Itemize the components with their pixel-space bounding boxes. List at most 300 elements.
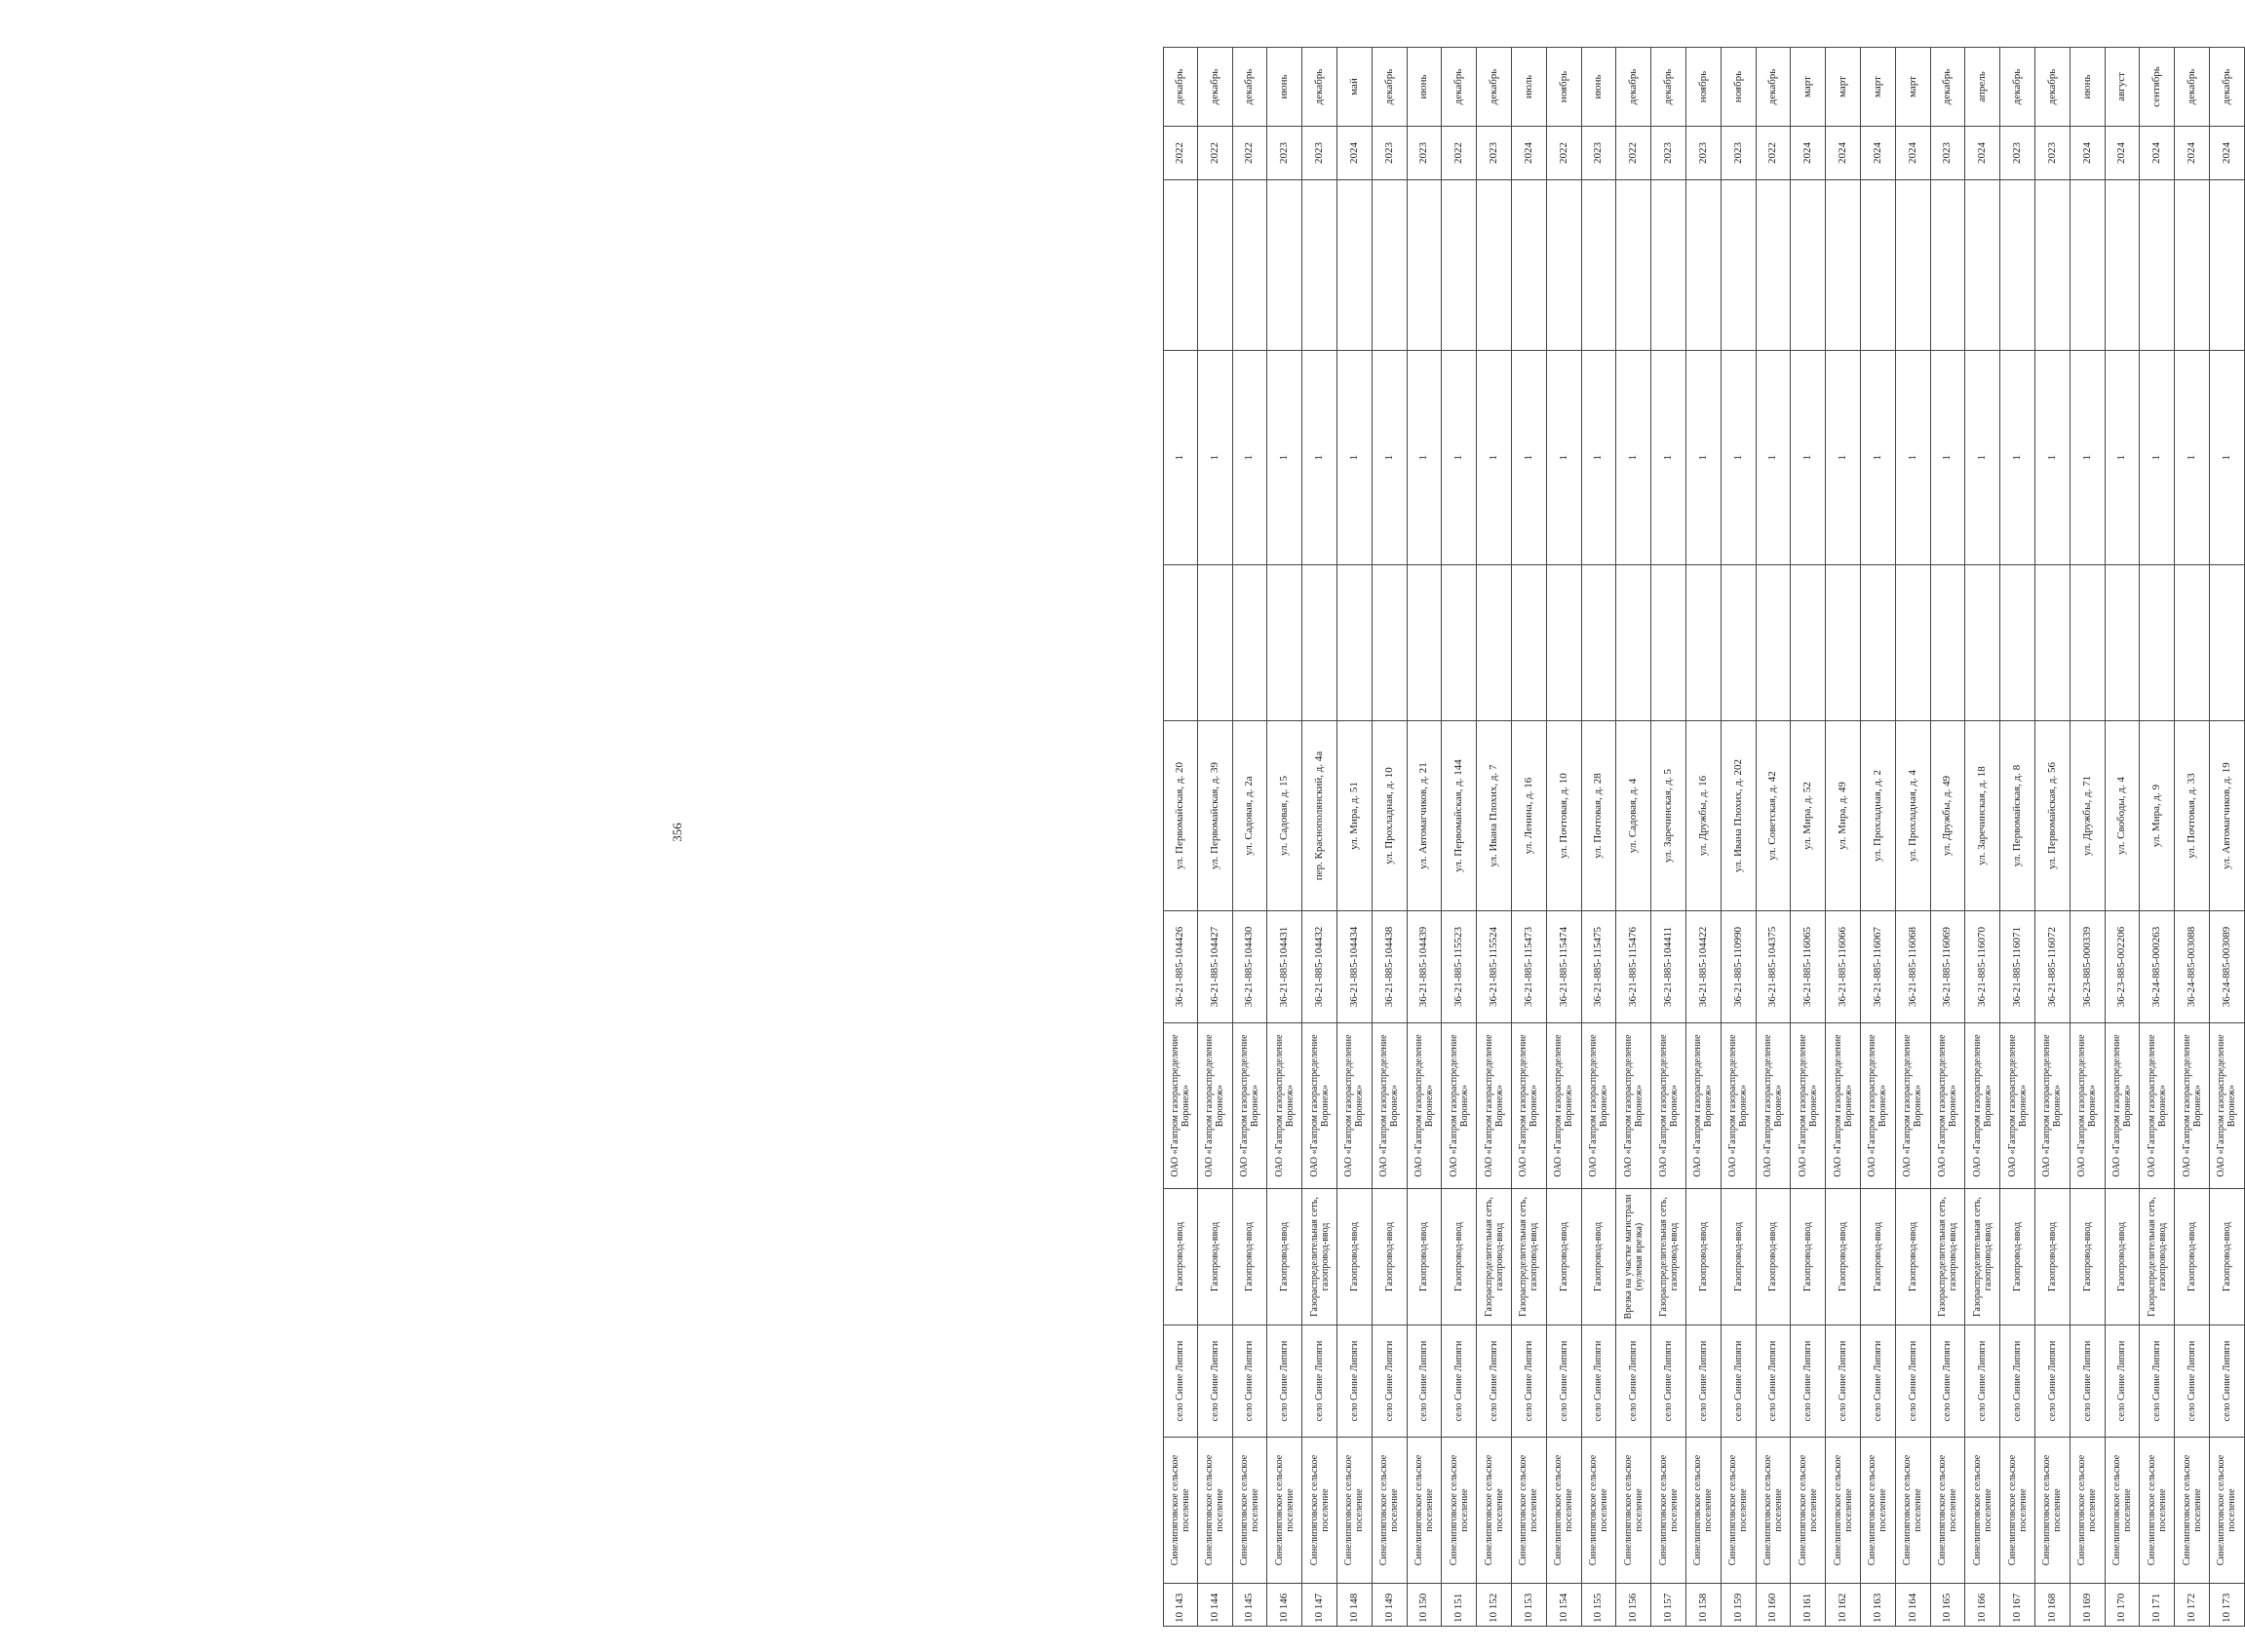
cell-year: 2024 <box>2175 126 2210 179</box>
cell-empty1 <box>1651 564 1686 720</box>
cell-locality: село Синие Липяги <box>1512 1325 1547 1437</box>
cell-empty2 <box>1722 179 1757 350</box>
cell-year: 2024 <box>1512 126 1547 179</box>
cell-locality: село Синие Липяги <box>1791 1325 1826 1437</box>
cell-locality: село Синие Липяги <box>1965 1325 2000 1437</box>
cell-cadastral: 36-21-885-116065 <box>1791 910 1826 1022</box>
cell-num: 10 153 <box>1512 1583 1547 1627</box>
cell-empty2 <box>1267 179 1302 350</box>
cell-settlement: Синелипяговское сельское поселение <box>1442 1437 1477 1583</box>
cell-locality: село Синие Липяги <box>2140 1325 2175 1437</box>
cell-empty1 <box>1337 564 1373 720</box>
cell-qty: 1 <box>1965 350 2000 564</box>
cell-empty1 <box>1582 564 1617 720</box>
table-row <box>2106 47 2141 1627</box>
cell-qty: 1 <box>1408 350 1443 564</box>
cell-cadastral: 36-21-885-116067 <box>1861 910 1896 1022</box>
cell-year: 2023 <box>1686 126 1722 179</box>
cell-object: Газопровод-ввод <box>1547 1188 1582 1325</box>
cell-year: 2024 <box>1791 126 1826 179</box>
cell-num: 10 165 <box>1931 1583 1966 1627</box>
cell-cadastral: 36-21-885-104422 <box>1686 910 1722 1022</box>
cell-empty1 <box>1896 564 1931 720</box>
cell-locality: село Синие Липяги <box>1757 1325 1792 1437</box>
cell-address: ул. Первомайская, д. 144 <box>1442 720 1477 910</box>
cell-month: декабрь <box>1442 47 1477 126</box>
table-row <box>1408 47 1443 1627</box>
cell-year: 2022 <box>1198 126 1233 179</box>
table-row <box>1965 47 2000 1627</box>
cell-owner: ОАО «Газпром газораспределение Воронеж» <box>1582 1022 1617 1188</box>
cell-address: ул. Почтовая, д. 10 <box>1547 720 1582 910</box>
cell-qty: 1 <box>2035 350 2071 564</box>
cell-month: декабрь <box>1931 47 1966 126</box>
cell-owner: ОАО «Газпром газораспределение Воронеж» <box>2035 1022 2071 1188</box>
cell-address: ул. Мира, д. 49 <box>1826 720 1861 910</box>
cell-owner: ОАО «Газпром газораспределение Воронеж» <box>1373 1022 1408 1188</box>
cell-num: 10 167 <box>2000 1583 2035 1627</box>
cell-address: ул. Мира, д. 9 <box>2140 720 2175 910</box>
cell-num: 10 144 <box>1198 1583 1233 1627</box>
cell-cadastral: 36-21-885-104411 <box>1651 910 1686 1022</box>
table-row <box>1233 47 1268 1627</box>
cell-locality: село Синие Липяги <box>1651 1325 1686 1437</box>
cell-cadastral: 36-21-885-116072 <box>2035 910 2071 1022</box>
cell-cadastral: 36-24-885-003088 <box>2175 910 2210 1022</box>
cell-address: ул. Ивана Плохих, д. 7 <box>1477 720 1512 910</box>
cell-empty2 <box>2071 179 2106 350</box>
cell-address: пер. Краснополянский, д. 4а <box>1302 720 1337 910</box>
cell-cadastral: 36-21-885-104439 <box>1408 910 1443 1022</box>
cell-owner: ОАО «Газпром газораспределение Воронеж» <box>1896 1022 1931 1188</box>
cell-owner: ОАО «Газпром газораспределение Воронеж» <box>1651 1022 1686 1188</box>
cell-empty1 <box>1373 564 1408 720</box>
cell-month: июнь <box>1582 47 1617 126</box>
cell-month: март <box>1861 47 1896 126</box>
table-row <box>1582 47 1617 1627</box>
cell-empty1 <box>1686 564 1722 720</box>
cell-month: декабрь <box>1651 47 1686 126</box>
cell-address: ул. Советская, д. 42 <box>1757 720 1792 910</box>
cell-empty2 <box>2140 179 2175 350</box>
cell-qty: 1 <box>1896 350 1931 564</box>
cell-empty2 <box>1826 179 1861 350</box>
cell-qty: 1 <box>1267 350 1302 564</box>
cell-qty: 1 <box>1198 350 1233 564</box>
cell-locality: село Синие Липяги <box>1233 1325 1268 1437</box>
cell-cadastral: 36-21-885-116071 <box>2000 910 2035 1022</box>
cell-owner: ОАО «Газпром газораспределение Воронеж» <box>2140 1022 2175 1188</box>
cell-empty2 <box>1163 179 1198 350</box>
cell-num: 10 166 <box>1965 1583 2000 1627</box>
cell-owner: ОАО «Газпром газораспределение Воронеж» <box>2210 1022 2245 1188</box>
table-row <box>2035 47 2071 1627</box>
cell-month: декабрь <box>1302 47 1337 126</box>
cell-empty2 <box>1616 179 1651 350</box>
table-row <box>1861 47 1896 1627</box>
cell-empty2 <box>1686 179 1722 350</box>
cell-qty: 1 <box>1931 350 1966 564</box>
cell-num: 10 155 <box>1582 1583 1617 1627</box>
cell-object: Газопровод-ввод <box>2035 1188 2071 1325</box>
cell-empty2 <box>1931 179 1966 350</box>
cell-owner: ОАО «Газпром газораспределение Воронеж» <box>2175 1022 2210 1188</box>
cell-qty: 1 <box>2210 350 2245 564</box>
cell-empty2 <box>2106 179 2141 350</box>
cell-year: 2022 <box>1547 126 1582 179</box>
cell-qty: 1 <box>2000 350 2035 564</box>
cell-cadastral: 36-21-885-116069 <box>1931 910 1966 1022</box>
cell-num: 10 148 <box>1337 1583 1373 1627</box>
cell-num: 10 171 <box>2140 1583 2175 1627</box>
cell-month: ноябрь <box>1722 47 1757 126</box>
cell-empty2 <box>1512 179 1547 350</box>
cell-settlement: Синелипяговское сельское поселение <box>1651 1437 1686 1583</box>
table-row <box>1163 47 1198 1627</box>
cell-address: ул. Почтовая, д. 33 <box>2175 720 2210 910</box>
cell-locality: село Синие Липяги <box>1477 1325 1512 1437</box>
cell-empty2 <box>1302 179 1337 350</box>
table-row <box>1512 47 1547 1627</box>
cell-num: 10 160 <box>1757 1583 1792 1627</box>
table-row <box>1337 47 1373 1627</box>
cell-cadastral: 36-21-885-115524 <box>1477 910 1512 1022</box>
cell-object: Газопровод-ввод <box>1442 1188 1477 1325</box>
cell-locality: село Синие Липяги <box>1861 1325 1896 1437</box>
cell-cadastral: 36-21-885-104430 <box>1233 910 1268 1022</box>
cell-empty2 <box>1373 179 1408 350</box>
cell-empty1 <box>2071 564 2106 720</box>
cell-owner: ОАО «Газпром газораспределение Воронеж» <box>1267 1022 1302 1188</box>
cell-object: Газопровод-ввод <box>1582 1188 1617 1325</box>
cell-month: ноябрь <box>1547 47 1582 126</box>
cell-year: 2024 <box>1826 126 1861 179</box>
table-row <box>1826 47 1861 1627</box>
cell-month: ноябрь <box>1686 47 1722 126</box>
cell-owner: ОАО «Газпром газораспределение Воронеж» <box>1826 1022 1861 1188</box>
cell-year: 2024 <box>1896 126 1931 179</box>
cell-address: ул. Свободы, д. 4 <box>2106 720 2141 910</box>
cell-num: 10 158 <box>1686 1583 1722 1627</box>
cell-address: ул. Автомагчиков, д. 19 <box>2210 720 2245 910</box>
table-row <box>1931 47 1966 1627</box>
cell-num: 10 159 <box>1722 1583 1757 1627</box>
cell-empty2 <box>1408 179 1443 350</box>
cell-object: Газопровод-ввод <box>1722 1188 1757 1325</box>
table-row <box>1198 47 1233 1627</box>
cell-cadastral: 36-23-885-002206 <box>2106 910 2141 1022</box>
table-row <box>1373 47 1408 1627</box>
cell-qty: 1 <box>2071 350 2106 564</box>
cell-settlement: Синелипяговское сельское поселение <box>1582 1437 1617 1583</box>
cell-cadastral: 36-21-885-115474 <box>1547 910 1582 1022</box>
cell-year: 2024 <box>2106 126 2141 179</box>
cell-empty2 <box>2000 179 2035 350</box>
cell-object: Врезка на участке магистрали (нулевая врезка) <box>1616 1188 1651 1325</box>
cell-month: декабрь <box>2000 47 2035 126</box>
cell-object: Газопровод-ввод <box>1373 1188 1408 1325</box>
cell-settlement: Синелипяговское сельское поселение <box>2140 1437 2175 1583</box>
cell-locality: село Синие Липяги <box>1931 1325 1966 1437</box>
cell-year: 2023 <box>1722 126 1757 179</box>
cell-num: 10 146 <box>1267 1583 1302 1627</box>
cell-address: ул. Заречинская, д. 5 <box>1651 720 1686 910</box>
cell-year: 2024 <box>2210 126 2245 179</box>
cell-cadastral: 36-21-885-116070 <box>1965 910 2000 1022</box>
cell-empty1 <box>1512 564 1547 720</box>
table-row <box>1651 47 1686 1627</box>
cell-num: 10 169 <box>2071 1583 2106 1627</box>
cell-empty1 <box>2140 564 2175 720</box>
cell-qty: 1 <box>1686 350 1722 564</box>
cell-locality: село Синие Липяги <box>2035 1325 2071 1437</box>
cell-locality: село Синие Липяги <box>2175 1325 2210 1437</box>
cell-object: Газопровод-ввод <box>1826 1188 1861 1325</box>
table-row <box>1757 47 1792 1627</box>
table-row <box>2000 47 2035 1627</box>
table-row <box>1267 47 1302 1627</box>
cell-qty: 1 <box>1233 350 1268 564</box>
cell-address: ул. Дружбы, д. 16 <box>1686 720 1722 910</box>
cell-empty1 <box>1267 564 1302 720</box>
cell-empty1 <box>2000 564 2035 720</box>
cell-empty2 <box>1442 179 1477 350</box>
cell-owner: ОАО «Газпром газораспределение Воронеж» <box>1547 1022 1582 1188</box>
cell-locality: село Синие Липяги <box>2210 1325 2245 1437</box>
cell-owner: ОАО «Газпром газораспределение Воронеж» <box>1477 1022 1512 1188</box>
cell-empty1 <box>1931 564 1966 720</box>
cell-empty1 <box>1965 564 2000 720</box>
cell-month: декабрь <box>2035 47 2071 126</box>
cell-num: 10 161 <box>1791 1583 1826 1627</box>
cell-empty1 <box>1722 564 1757 720</box>
cell-locality: село Синие Липяги <box>1408 1325 1443 1437</box>
cell-year: 2024 <box>1965 126 2000 179</box>
cell-settlement: Синелипяговское сельское поселение <box>1861 1437 1896 1583</box>
cell-owner: ОАО «Газпром газораспределение Воронеж» <box>1198 1022 1233 1188</box>
cell-empty2 <box>1965 179 2000 350</box>
cell-empty1 <box>1826 564 1861 720</box>
cell-owner: ОАО «Газпром газораспределение Воронеж» <box>1686 1022 1722 1188</box>
cell-empty1 <box>1757 564 1792 720</box>
cell-address: ул. Мира, д. 51 <box>1337 720 1373 910</box>
cell-settlement: Синелипяговское сельское поселение <box>2210 1437 2245 1583</box>
cell-owner: ОАО «Газпром газораспределение Воронеж» <box>1965 1022 2000 1188</box>
cell-object: Газопровод-ввод <box>1686 1188 1722 1325</box>
cell-address: ул. Прохладная, д. 4 <box>1896 720 1931 910</box>
cell-month: июнь <box>2071 47 2106 126</box>
cell-locality: село Синие Липяги <box>1337 1325 1373 1437</box>
cell-object: Газораспределительная сеть, газопровод-ввод <box>1651 1188 1686 1325</box>
cell-month: декабрь <box>2175 47 2210 126</box>
cell-empty1 <box>1442 564 1477 720</box>
cell-month: декабрь <box>1616 47 1651 126</box>
cell-locality: село Синие Липяги <box>2071 1325 2106 1437</box>
cell-owner: ОАО «Газпром газораспределение Воронеж» <box>1616 1022 1651 1188</box>
cell-settlement: Синелипяговское сельское поселение <box>1965 1437 2000 1583</box>
cell-owner: ОАО «Газпром газораспределение Воронеж» <box>2071 1022 2106 1188</box>
cell-owner: ОАО «Газпром газораспределение Воронеж» <box>1337 1022 1373 1188</box>
cell-owner: ОАО «Газпром газораспределение Воронеж» <box>1408 1022 1443 1188</box>
cell-num: 10 143 <box>1163 1583 1198 1627</box>
cell-num: 10 147 <box>1302 1583 1337 1627</box>
cell-empty2 <box>1582 179 1617 350</box>
table-row <box>1477 47 1512 1627</box>
cell-object: Газопровод-ввод <box>1791 1188 1826 1325</box>
cell-owner: ОАО «Газпром газораспределение Воронеж» <box>1861 1022 1896 1188</box>
cell-locality: село Синие Липяги <box>1722 1325 1757 1437</box>
cell-empty1 <box>1233 564 1268 720</box>
cell-year: 2023 <box>2000 126 2035 179</box>
cell-object: Газораспределительная сеть, газопровод-ввод <box>1302 1188 1337 1325</box>
cell-empty1 <box>1163 564 1198 720</box>
cell-address: ул. Автомагчиков, д. 21 <box>1408 720 1443 910</box>
cell-locality: село Синие Липяги <box>1198 1325 1233 1437</box>
cell-object: Газопровод-ввод <box>1408 1188 1443 1325</box>
cell-cadastral: 36-21-885-104431 <box>1267 910 1302 1022</box>
cell-qty: 1 <box>1163 350 1198 564</box>
cell-month: март <box>1791 47 1826 126</box>
cell-year: 2023 <box>1267 126 1302 179</box>
table-row <box>1302 47 1337 1627</box>
table-row <box>1442 47 1477 1627</box>
cell-qty: 1 <box>1616 350 1651 564</box>
cell-object: Газораспределительная сеть, газопровод-ввод <box>1512 1188 1547 1325</box>
cell-month: декабрь <box>1757 47 1792 126</box>
cell-locality: село Синие Липяги <box>1896 1325 1931 1437</box>
table-row <box>2175 47 2210 1627</box>
cell-owner: ОАО «Газпром газораспределение Воронеж» <box>2106 1022 2141 1188</box>
cell-empty2 <box>1477 179 1512 350</box>
cell-month: декабрь <box>1373 47 1408 126</box>
cell-owner: ОАО «Газпром газораспределение Воронеж» <box>1512 1022 1547 1188</box>
cell-qty: 1 <box>1826 350 1861 564</box>
cell-empty1 <box>2175 564 2210 720</box>
cell-cadastral: 36-21-885-115473 <box>1512 910 1547 1022</box>
cell-num: 10 172 <box>2175 1583 2210 1627</box>
cell-locality: село Синие Липяги <box>1302 1325 1337 1437</box>
cell-locality: село Синие Липяги <box>1442 1325 1477 1437</box>
cell-qty: 1 <box>1302 350 1337 564</box>
cell-qty: 1 <box>1722 350 1757 564</box>
cell-settlement: Синелипяговское сельское поселение <box>1757 1437 1792 1583</box>
cell-settlement: Синелипяговское сельское поселение <box>1163 1437 1198 1583</box>
cell-address: ул. Прохладная, д. 2 <box>1861 720 1896 910</box>
cell-owner: ОАО «Газпром газораспределение Воронеж» <box>1233 1022 1268 1188</box>
cell-empty1 <box>1198 564 1233 720</box>
cell-locality: село Синие Липяги <box>1163 1325 1198 1437</box>
cell-num: 10 150 <box>1408 1583 1443 1627</box>
cell-empty2 <box>1337 179 1373 350</box>
cell-num: 10 170 <box>2106 1583 2141 1627</box>
cell-year: 2023 <box>2035 126 2071 179</box>
cell-object: Газопровод-ввод <box>2210 1188 2245 1325</box>
cell-cadastral: 36-21-885-110990 <box>1722 910 1757 1022</box>
cell-month: март <box>1896 47 1931 126</box>
cell-month: июль <box>1512 47 1547 126</box>
cell-empty1 <box>1547 564 1582 720</box>
cell-empty1 <box>1408 564 1443 720</box>
cell-settlement: Синелипяговское сельское поселение <box>1233 1437 1268 1583</box>
cell-year: 2023 <box>1477 126 1512 179</box>
cell-qty: 1 <box>1791 350 1826 564</box>
cell-owner: ОАО «Газпром газораспределение Воронеж» <box>1163 1022 1198 1188</box>
cell-empty2 <box>1651 179 1686 350</box>
cell-object: Газопровод-ввод <box>2106 1188 2141 1325</box>
cell-qty: 1 <box>1337 350 1373 564</box>
cell-month: декабрь <box>2210 47 2245 126</box>
cell-cadastral: 36-21-885-116066 <box>1826 910 1861 1022</box>
cell-settlement: Синелипяговское сельское поселение <box>1547 1437 1582 1583</box>
cell-cadastral: 36-21-885-104438 <box>1373 910 1408 1022</box>
table-row <box>2210 47 2245 1627</box>
cell-locality: село Синие Липяги <box>1373 1325 1408 1437</box>
cell-settlement: Синелипяговское сельское поселение <box>1512 1437 1547 1583</box>
cell-settlement: Синелипяговское сельское поселение <box>1302 1437 1337 1583</box>
cell-address: ул. Прохладная, д. 10 <box>1373 720 1408 910</box>
page-number: 356 <box>670 823 684 842</box>
cell-empty1 <box>1791 564 1826 720</box>
cell-cadastral: 36-21-885-104426 <box>1163 910 1198 1022</box>
cell-year: 2022 <box>1616 126 1651 179</box>
cell-empty2 <box>2035 179 2071 350</box>
cell-object: Газопровод-ввод <box>2000 1188 2035 1325</box>
cell-object: Газопровод-ввод <box>2175 1188 2210 1325</box>
cell-num: 10 145 <box>1233 1583 1268 1627</box>
cell-address: ул. Первомайская, д. 56 <box>2035 720 2071 910</box>
cell-empty2 <box>1896 179 1931 350</box>
cell-settlement: Синелипяговское сельское поселение <box>2000 1437 2035 1583</box>
cell-object: Газопровод-ввод <box>1233 1188 1268 1325</box>
table-row <box>1722 47 1757 1627</box>
cell-settlement: Синелипяговское сельское поселение <box>1722 1437 1757 1583</box>
cell-address: ул. Ленина, д. 16 <box>1512 720 1547 910</box>
cell-qty: 1 <box>2106 350 2141 564</box>
cell-owner: ОАО «Газпром газораспределение Воронеж» <box>1442 1022 1477 1188</box>
cell-empty2 <box>2175 179 2210 350</box>
cell-month: апрель <box>1965 47 2000 126</box>
cell-year: 2023 <box>1651 126 1686 179</box>
cell-settlement: Синелипяговское сельское поселение <box>1931 1437 1966 1583</box>
cell-num: 10 152 <box>1477 1583 1512 1627</box>
cell-num: 10 164 <box>1896 1583 1931 1627</box>
cell-year: 2022 <box>1442 126 1477 179</box>
cell-settlement: Синелипяговское сельское поселение <box>1373 1437 1408 1583</box>
cell-month: сентябрь <box>2140 47 2175 126</box>
cell-qty: 1 <box>1442 350 1477 564</box>
cell-num: 10 168 <box>2035 1583 2071 1627</box>
cell-qty: 1 <box>2140 350 2175 564</box>
cell-address: ул. Садовая, д. 15 <box>1267 720 1302 910</box>
cell-year: 2024 <box>2140 126 2175 179</box>
cell-cadastral: 36-21-885-104432 <box>1302 910 1337 1022</box>
cell-locality: село Синие Липяги <box>1582 1325 1617 1437</box>
cell-year: 2023 <box>1302 126 1337 179</box>
cell-locality: село Синие Липяги <box>1826 1325 1861 1437</box>
cell-qty: 1 <box>1512 350 1547 564</box>
cell-month: декабрь <box>1163 47 1198 126</box>
cell-settlement: Синелипяговское сельское поселение <box>1896 1437 1931 1583</box>
cell-qty: 1 <box>1373 350 1408 564</box>
cell-object: Газораспределительная сеть, газопровод-ввод <box>1477 1188 1512 1325</box>
cell-object: Газораспределительная сеть, газопровод-ввод <box>2140 1188 2175 1325</box>
cell-address: ул. Мира, д. 52 <box>1791 720 1826 910</box>
cell-qty: 1 <box>1757 350 1792 564</box>
cell-empty2 <box>1233 179 1268 350</box>
table-row <box>1896 47 1931 1627</box>
cell-object: Газопровод-ввод <box>2071 1188 2106 1325</box>
cell-year: 2024 <box>1861 126 1896 179</box>
